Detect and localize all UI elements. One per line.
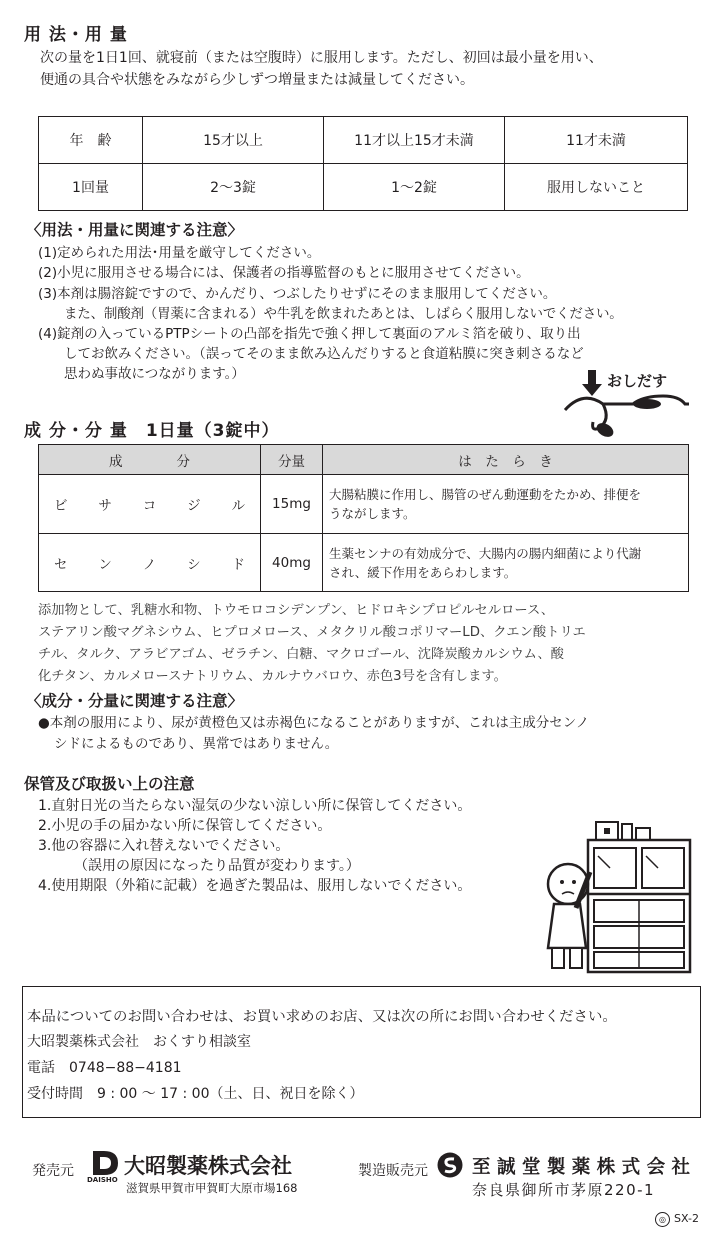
storage-line-2: 2.小児の手の届かない所に保管してください。 (38, 818, 332, 834)
shiseido-logo-icon (437, 1152, 463, 1182)
press-out-label: おしだす (607, 372, 668, 390)
maker-label: 製造販売元 (358, 1163, 428, 1179)
ingredients-title: 成 分・分 量 1日量（3錠中） (24, 421, 280, 441)
ingredient-amount: 15mg (261, 475, 323, 534)
usage-note-3-cont: また、制酸剤（胃薬に含まれる）や牛乳を飲まれたあとは、しばらく服用しないでください。 (64, 306, 623, 322)
dose-header-11to15: 11才以上15才未満 (324, 117, 505, 164)
dose-15plus: 2〜3錠 (143, 164, 324, 211)
daisho-logo-text: DAISHO (87, 1176, 118, 1184)
ingredient-notes-title: 〈成分・分量に関連する注意〉 (26, 692, 244, 710)
ingredients-header-name: 成 分 (39, 445, 261, 475)
usage-text-line-2: 便通の具合や状態をみながら少しずつ増量または減量してください。 (40, 72, 474, 88)
contact-phone: 電話 0748−88−4181 (27, 1060, 182, 1076)
ingredient-name: セ ン ノ シ ド (39, 534, 261, 592)
usage-note-4-cont-2: 思わぬ事故につながります。） (64, 366, 245, 382)
dose-table (38, 116, 688, 211)
ingredient-name: ビ サ コ ジ ル (39, 475, 261, 534)
maker-name: 至 誠 堂 製 薬 株 式 会 社 (472, 1157, 691, 1178)
contact-box (22, 986, 701, 1118)
dose-label: 1回量 (39, 164, 143, 211)
product-code: SX-2 (674, 1212, 699, 1225)
contact-intro: 本品についてのお問い合わせは、お買い求めのお店、又は次の所にお問い合わせください。 (27, 1009, 617, 1025)
storage-line-3: 3.他の容器に入れ替えないでください。 (38, 838, 290, 854)
usage-note-1: (1)定められた用法･用量を厳守してください。 (38, 245, 321, 261)
ingredient-action: 生薬センナの有効成分で、大腸内の腸内細菌により代謝 され、緩下作用をあらわします。 (323, 534, 689, 592)
dose-under11: 服用しないこと (505, 164, 688, 211)
contact-hours: 受付時間 9 : 00 〜 17 : 00（土、日、祝日を除く） (27, 1086, 364, 1102)
dose-table-row (39, 164, 688, 211)
usage-notes-title: 〈用法・用量に関連する注意〉 (26, 221, 244, 239)
dose-table-header-row (39, 117, 688, 164)
ingredient-row-sennoside (39, 534, 689, 592)
dose-header-age: 年 齢 (39, 117, 143, 164)
dose-11to15: 1〜2錠 (324, 164, 505, 211)
storage-line-3-cont: （誤用の原因になったり品質が変わります。） (74, 858, 360, 874)
daisho-logo-icon (88, 1150, 122, 1176)
child-cabinet-illustration (540, 808, 696, 976)
usage-text-line-1: 次の量を1日1回、就寝前（または空腹時）に服用します。ただし、初回は最小量を用い、 (40, 50, 603, 66)
press-out-illustration (563, 370, 693, 440)
usage-note-4-cont-1: してお飲みください。（誤ってそのまま飲み込んだりすると食道粘膜に突き刺さるなど (64, 346, 584, 362)
ingredients-header-row (39, 445, 689, 475)
usage-note-2: (2)小児に服用させる場合には、保護者の指導監督のもとに服用させてください。 (38, 265, 530, 281)
ingredient-action: 大腸粘膜に作用し、腸管のぜん動運動をたかめ、排便を うながします。 (323, 475, 689, 534)
storage-line-4: 4.使用期限（外箱に記載）を過ぎた製品は、服用しないでください。 (38, 878, 472, 894)
seller-label: 発売元 (32, 1163, 74, 1179)
ingredients-header-amount: 分量 (261, 445, 323, 475)
medicine-cabinet-icon (540, 808, 696, 976)
contact-department: 大昭製薬株式会社 おくすり相談室 (27, 1034, 251, 1050)
ingredients-table (38, 444, 689, 592)
ingredient-amount: 40mg (261, 534, 323, 592)
ingredient-note-line-1: ●本剤の服用により、尿が黄橙色又は赤褐色になることがありますが、これは主成分センノ (38, 715, 590, 731)
maker-address: 奈良県御所市茅原220-1 (472, 1181, 656, 1199)
code-mark-icon: ◎ (655, 1212, 670, 1227)
dose-header-under11: 11才未満 (505, 117, 688, 164)
seller-name: 大昭製薬株式会社 (124, 1154, 292, 1178)
ingredients-header-action: は た ら き (323, 445, 689, 475)
storage-line-1: 1.直射日光の当たらない湿気の少ない涼しい所に保管してください。 (38, 798, 472, 814)
daisho-logo (88, 1150, 122, 1186)
usage-note-4: (4)錠剤の入っているPTPシートの凸部を指先で強く押して裏面のアルミ箔を破り、取り出 (38, 326, 581, 342)
storage-title: 保管及び取扱い上の注意 (24, 775, 195, 793)
dose-header-15plus: 15才以上 (143, 117, 324, 164)
seller-address: 滋賀県甲賀市甲賀町大原市場168 (126, 1181, 298, 1195)
ingredient-note-line-2: シドによるものであり、異常ではありません。 (54, 736, 339, 752)
usage-note-3: (3)本剤は腸溶錠ですので、かんだり、つぶしたりせずにそのまま服用してください。 (38, 286, 557, 302)
usage-title: 用 法・用 量 (24, 25, 128, 45)
ingredient-row-bisacodyl (39, 475, 689, 534)
additives-text: 添加物として、乳糖水和物、トウモロコシデンプン、ヒドロキシプロピルセルロース、 ステアリン酸マグネシウム、ヒプロメロース、メタクリル酸コポリマーLD、クエン酸トリエ チル、タルク、アラビアゴム、ゼラチン、白糖、マクロゴール、沈降炭酸カルシウム、酸 化チタン、カルメロースナトリウム、カルナウバロウ、赤色3号を含有します。 (38, 603, 586, 684)
